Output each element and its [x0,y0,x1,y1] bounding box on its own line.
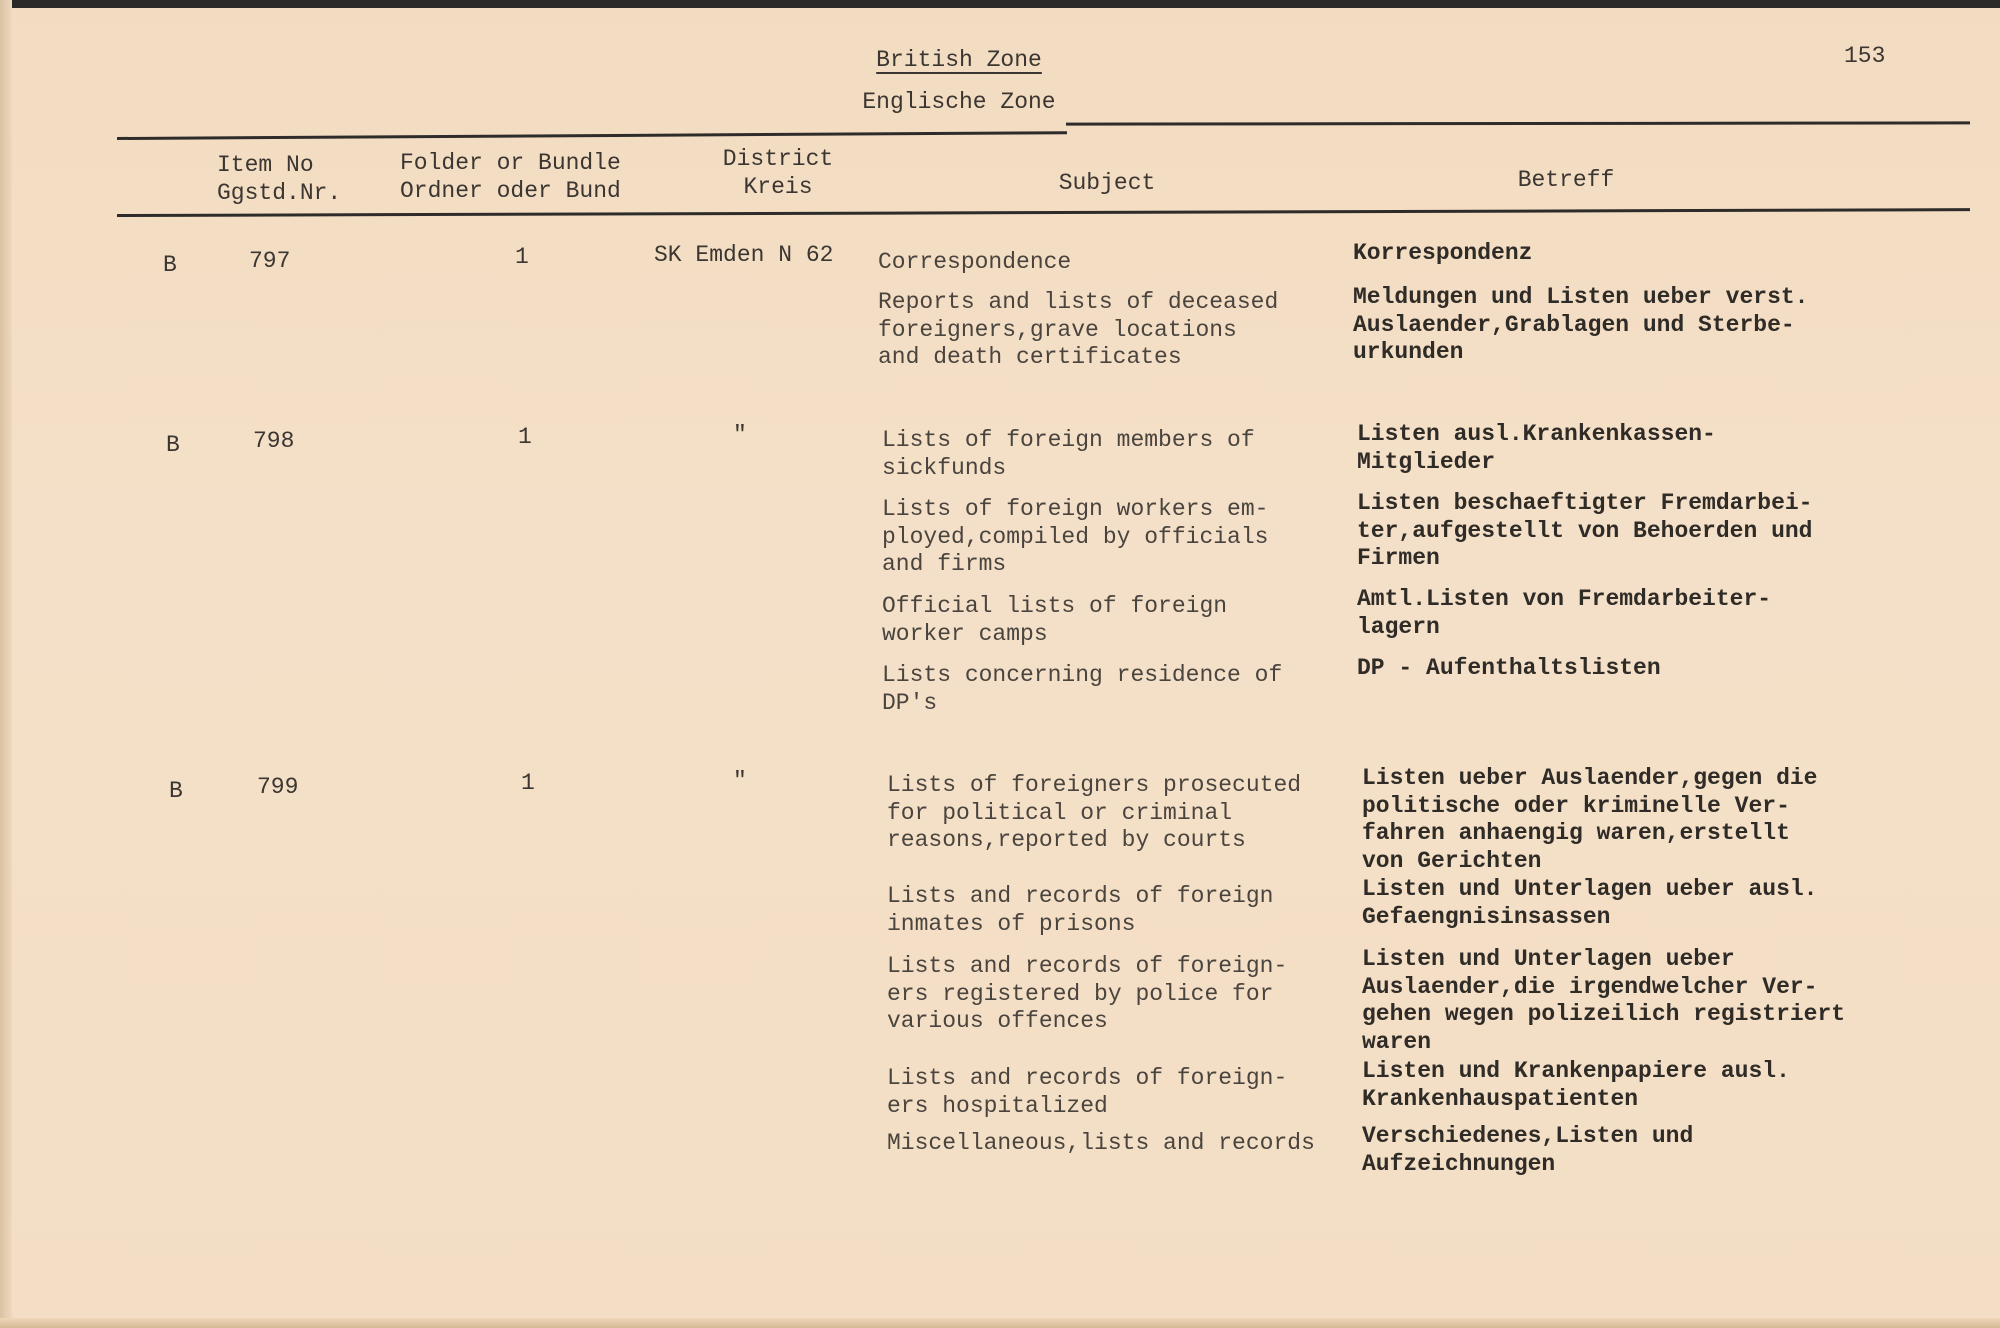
page-left-edge [0,0,12,1328]
page-subtitle: Englische Zone [862,89,1056,115]
betreff-entry: Verschiedenes,Listen und Aufzeichnungen [1362,1123,1694,1177]
subject-entry: Lists of foreign workers em- ployed,compiled by officials and firms [882,496,1269,577]
betreff-entry: DP - Aufenthaltslisten [1357,655,1661,681]
row-prefix: B [169,778,183,804]
header-district: District Kreis [722,146,834,200]
subject-entry: Lists of foreigners prosecuted for political or criminal reasons,reported by courts [887,772,1302,853]
betreff-entry: Listen und Krankenpapiere ausl. Krankenhauspatienten [1362,1058,1790,1112]
header-subject: Subject [1058,170,1156,196]
item-number: 798 [253,428,295,454]
header-bottom-rule [117,208,1970,217]
district: " [733,422,747,448]
folder-count: 1 [518,424,532,450]
subject-entry: Official lists of foreign worker camps [882,593,1228,647]
betreff-entry: Meldungen und Listen ueber verst. Auslaender,Grablagen und Sterbe- urkunden [1353,284,1809,365]
betreff-entry: Korrespondenz [1353,240,1533,266]
row-prefix: B [163,252,177,278]
subject-entry: Miscellaneous,lists and records [887,1130,1315,1156]
header-item-no: Item No Ggstd.Nr. [217,152,342,206]
subject-entry: Lists and records of foreign- ers hospitalized [887,1065,1288,1119]
betreff-entry: Listen und Unterlagen ueber Auslaender,die irgendwelcher Ver- gehen wegen polizeilich registriert waren [1362,946,1846,1055]
header-top-rule-left [117,131,1067,140]
folder-count: 1 [521,770,535,796]
district: SK Emden N 62 [654,242,834,268]
betreff-entry: Amtl.Listen von Fremdarbeiter- lagern [1357,586,1772,640]
header-betreff: Betreff [1517,167,1615,193]
subject-entry: Lists and records of foreign- ers registered by police for various offences [887,953,1288,1034]
subject-entry: Reports and lists of deceased foreigners,grave locations and death certificates [878,289,1279,370]
betreff-entry: Listen und Unterlagen ueber ausl. Gefaengnisinsassen [1362,876,1818,930]
item-number: 799 [257,774,299,800]
header-folder: Folder or Bundle Ordner oder Bund [400,150,621,204]
folder-count: 1 [515,244,529,270]
betreff-entry: Listen beschaeftigter Fremdarbei- ter,aufgestellt von Behoerden und Firmen [1357,490,1813,571]
page-bottom-edge [0,1318,2000,1328]
subject-entry: Lists and records of foreign inmates of prisons [887,883,1274,937]
subject-entry: Correspondence [878,249,1072,275]
subject-entry: Lists of foreign members of sickfunds [882,427,1255,481]
page-top-edge [0,0,2000,8]
betreff-entry: Listen ausl.Krankenkassen- Mitglieder [1357,421,1716,475]
item-number: 797 [249,248,291,274]
page-title: British Zone [876,47,1042,73]
header-top-rule-right [1066,121,1970,125]
subject-entry: Lists concerning residence of DP's [882,662,1283,716]
district: " [733,768,747,794]
row-prefix: B [166,432,180,458]
page-number: 153 [1844,43,1886,69]
betreff-entry: Listen ueber Auslaender,gegen die politische oder kriminelle Ver- fahren anhaengig waren,erstellt von Gerichten [1362,765,1818,874]
